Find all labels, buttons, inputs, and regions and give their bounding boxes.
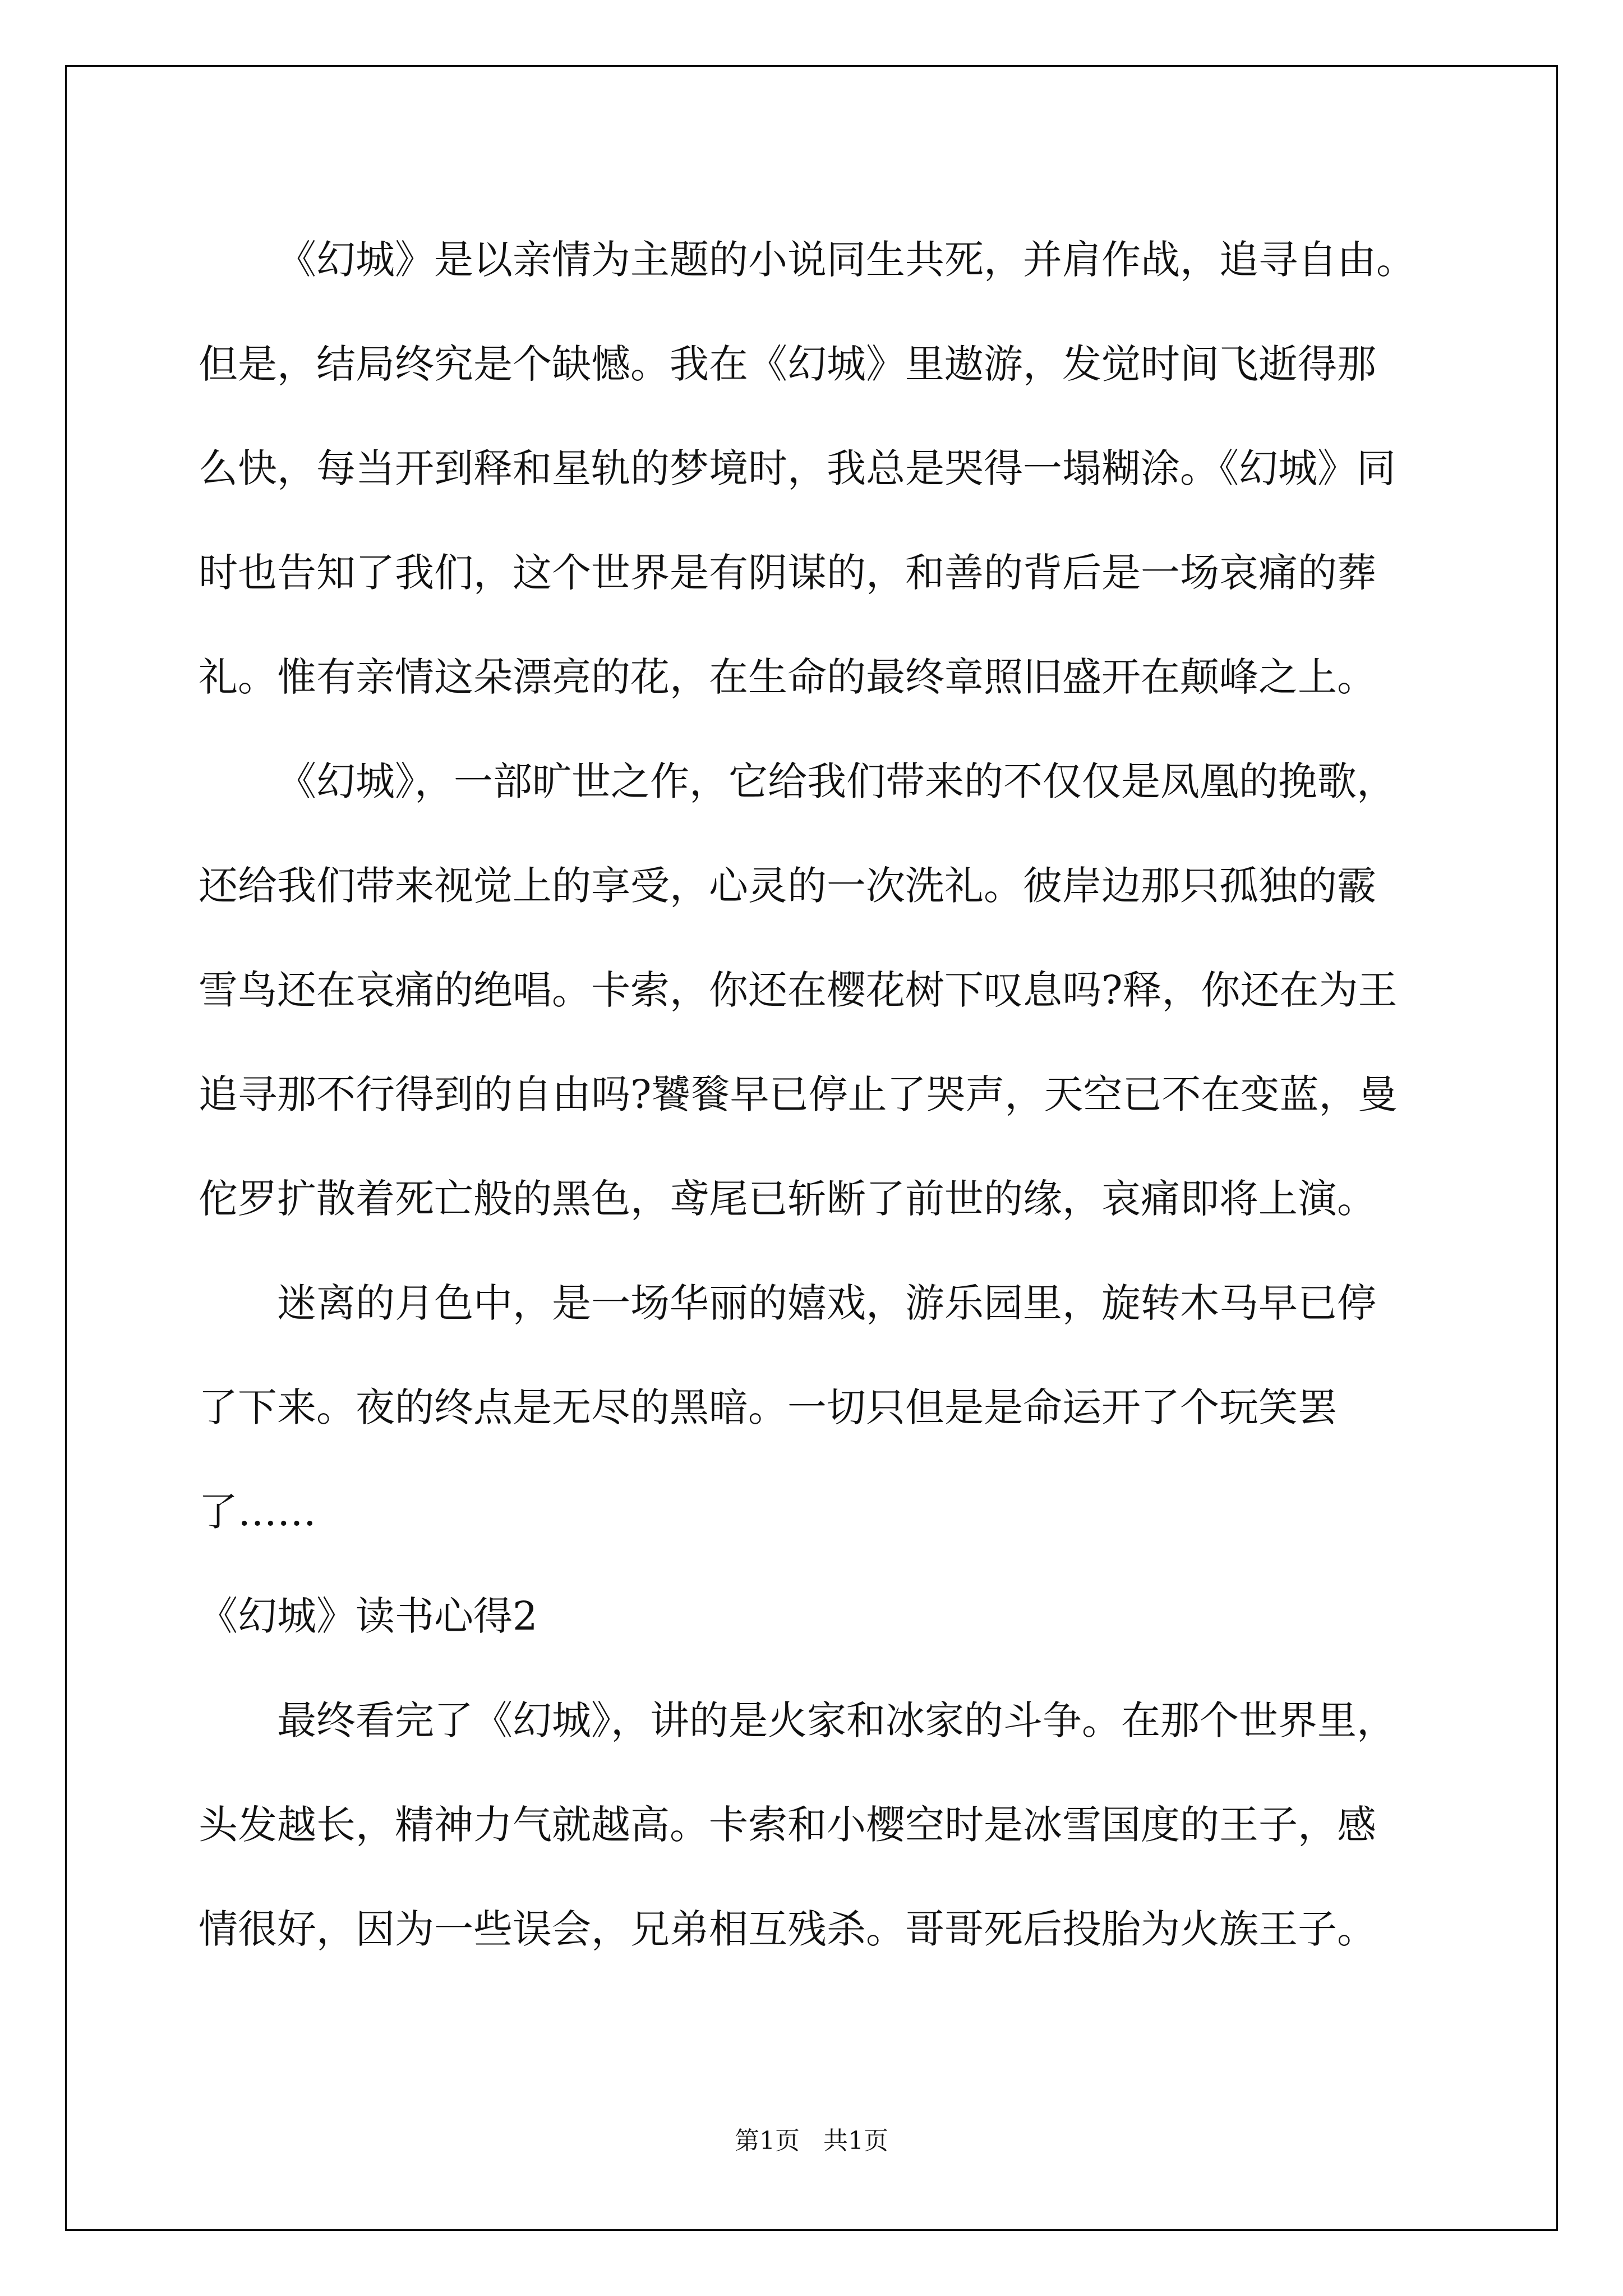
text-line: 时也告知了我们，这个世界是有阴谋的，和善的背后是一场哀痛的葬 bbox=[199, 550, 1376, 596]
paragraph-4 bbox=[199, 1668, 1483, 1981]
text-line: 礼。惟有亲情这朵漂亮的花，在生命的最终章照旧盛开在颠峰之上。 bbox=[199, 654, 1376, 700]
text-line: 《幻城》是以亲情为主题的小说同生共死，并肩作战，追寻自由。 bbox=[277, 237, 1415, 283]
text-line: 《幻城》，一部旷世之作，它给我们带来的不仅仅是凤凰的挽歌， bbox=[277, 758, 1396, 804]
text-line: 最终看完了《幻城》，讲的是火家和冰家的斗争。在那个世界里， bbox=[277, 1697, 1396, 1743]
paragraph-1 bbox=[199, 208, 1483, 729]
page-footer: 第1页 共1页 bbox=[735, 2127, 888, 2155]
text-line: 追寻那不行得到的自由吗?饕餮早已停止了哭声，天空已不在变蓝，曼 bbox=[199, 1071, 1398, 1117]
text-line: 了…… bbox=[199, 1489, 316, 1535]
text-line: 么快，每当开到释和星轨的梦境时，我总是哭得一塌糊涂。《幻城》同 bbox=[199, 445, 1396, 491]
text-line: 但是，结局终究是个缺憾。我在《幻城》里遨游，发觉时间飞逝得那 bbox=[199, 341, 1376, 387]
document-body bbox=[199, 208, 1483, 1981]
section-heading: 《幻城》读书心得2 bbox=[199, 1593, 538, 1639]
text-line: 迷离的月色中，是一场华丽的嬉戏，游乐园里，旋转木马早已停 bbox=[277, 1280, 1376, 1326]
text-line: 头发越长，精神力气就越高。卡索和小樱空时是冰雪国度的王子，感 bbox=[199, 1802, 1376, 1848]
text-line: 还给我们带来视觉上的享受，心灵的一次洗礼。彼岸边那只孤独的霰 bbox=[199, 863, 1376, 909]
paragraph-2 bbox=[199, 729, 1483, 1251]
paragraph-3 bbox=[199, 1251, 1483, 1564]
text-line: 了下来。夜的终点是无尽的黑暗。一切只但是是命运开了个玩笑罢 bbox=[199, 1384, 1337, 1430]
text-line: 情很好，因为一些误会，兄弟相互残杀。哥哥死后投胎为火族王子。 bbox=[199, 1906, 1376, 1952]
text-line: 佗罗扩散着死亡般的黑色，鸢尾已斩断了前世的缘，哀痛即将上演。 bbox=[199, 1176, 1376, 1222]
text-line: 雪鸟还在哀痛的绝唱。卡索，你还在樱花树下叹息吗?释，你还在为王 bbox=[199, 967, 1398, 1013]
